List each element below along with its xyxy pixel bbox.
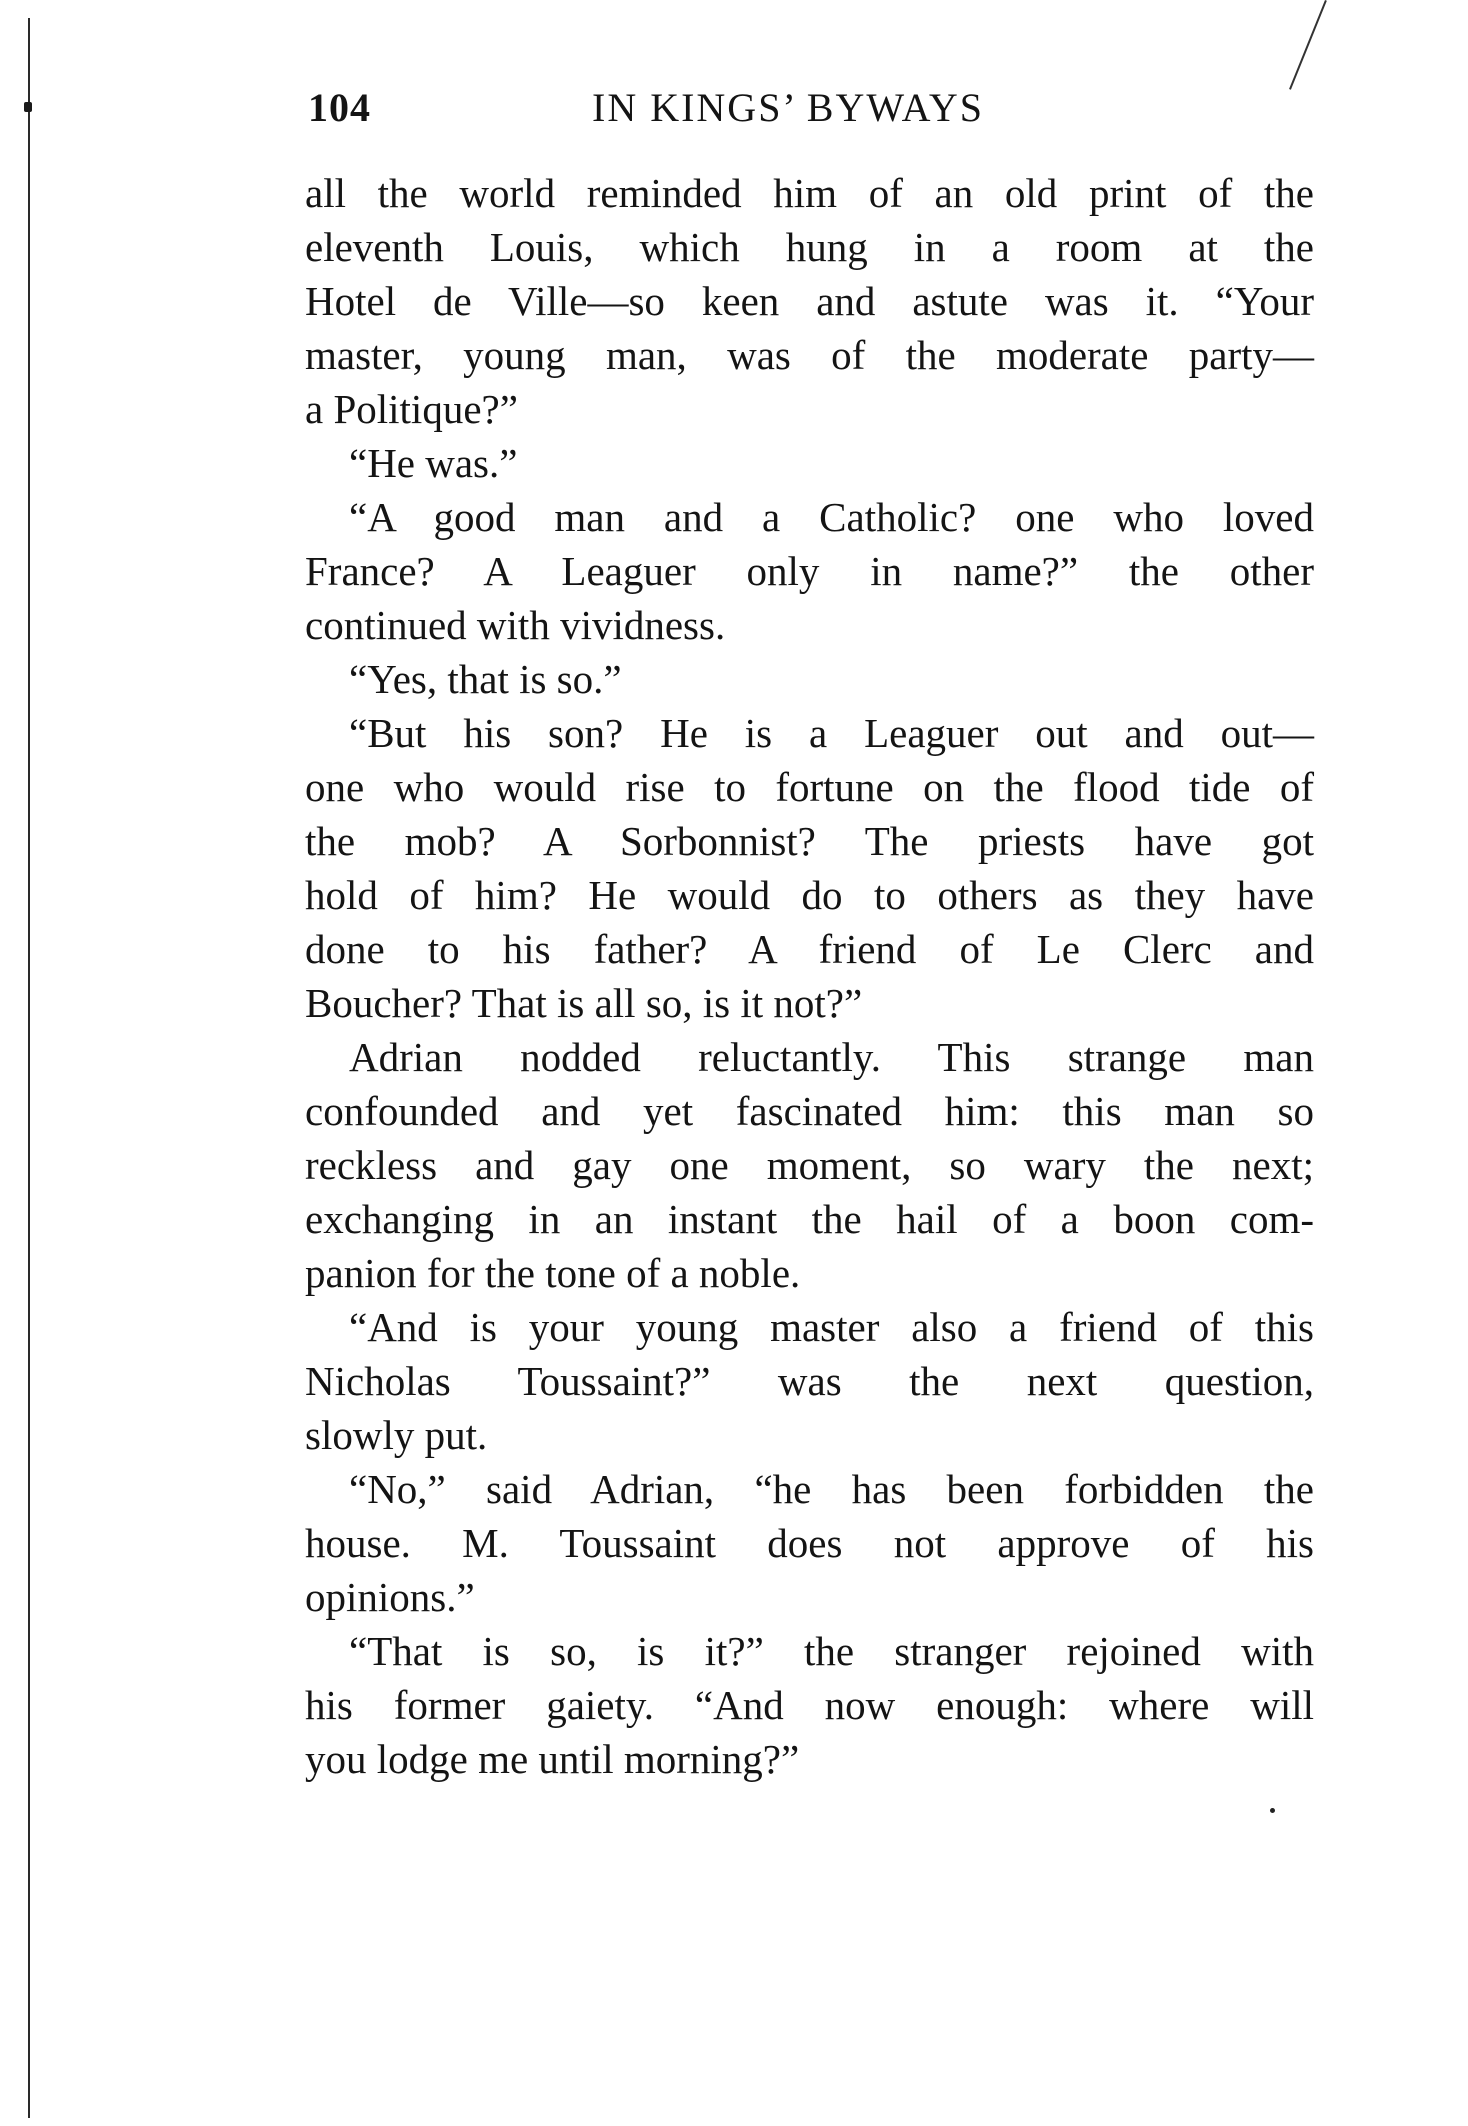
text-line: house. M. Toussaint does not approve of his bbox=[305, 1520, 1314, 1566]
text-line: slowly put. bbox=[305, 1412, 488, 1458]
text-line: a Politique?” bbox=[305, 386, 518, 432]
ink-speck bbox=[1270, 1808, 1275, 1813]
text-line: his former gaiety. “And now enough: where will bbox=[305, 1682, 1314, 1728]
page-number: 104 bbox=[308, 85, 371, 130]
body-text bbox=[305, 166, 1314, 1786]
text-line: the mob? A Sorbonnist? The priests have got bbox=[305, 818, 1314, 864]
text-line: continued with vividness. bbox=[305, 602, 726, 648]
text-line: Adrian nodded reluctantly. This strange man bbox=[349, 1034, 1314, 1080]
text-line: you lodge me until morning?” bbox=[305, 1736, 800, 1782]
text-line: “But his son? He is a Leaguer out and out— bbox=[349, 710, 1314, 756]
text-line: “That is so, is it?” the stranger rejoined with bbox=[349, 1628, 1314, 1674]
text-line: “He was.” bbox=[349, 440, 518, 486]
text-line: one who would rise to fortune on the flood tide of bbox=[305, 764, 1314, 810]
text-line: Nicholas Toussaint?” was the next question, bbox=[305, 1358, 1314, 1404]
text-line: exchanging in an instant the hail of a boon com- bbox=[305, 1196, 1314, 1242]
text-line: opinions.” bbox=[305, 1574, 475, 1620]
text-line: hold of him? He would do to others as they have bbox=[305, 872, 1314, 918]
text-line: confounded and yet fascinated him: this man so bbox=[305, 1088, 1314, 1134]
text-line: “Yes, that is so.” bbox=[349, 656, 622, 702]
text-line: Boucher? That is all so, is it not?” bbox=[305, 980, 863, 1026]
text-line: master, young man, was of the moderate party— bbox=[305, 332, 1314, 378]
text-line: all the world reminded him of an old print of the bbox=[305, 170, 1314, 216]
text-line: France? A Leaguer only in name?” the other bbox=[305, 548, 1314, 594]
text-line: reckless and gay one moment, so wary the next; bbox=[305, 1142, 1314, 1188]
text-line: “No,” said Adrian, “he has been forbidden the bbox=[349, 1466, 1314, 1512]
running-head: IN KINGS’ BYWAYS bbox=[592, 85, 985, 130]
page-binding-edge bbox=[28, 18, 30, 2118]
corner-pencil-stroke bbox=[1289, 0, 1327, 90]
text-line: eleventh Louis, which hung in a room at the bbox=[305, 224, 1314, 270]
text-line: Hotel de Ville—so keen and astute was it. “Your bbox=[305, 278, 1314, 324]
text-line: “And is your young master also a friend of this bbox=[349, 1304, 1314, 1350]
text-line: “A good man and a Catholic? one who loved bbox=[349, 494, 1314, 540]
text-line: panion for the tone of a noble. bbox=[305, 1250, 801, 1296]
binding-mark bbox=[24, 102, 32, 112]
text-line: done to his father? A friend of Le Clerc and bbox=[305, 926, 1314, 972]
